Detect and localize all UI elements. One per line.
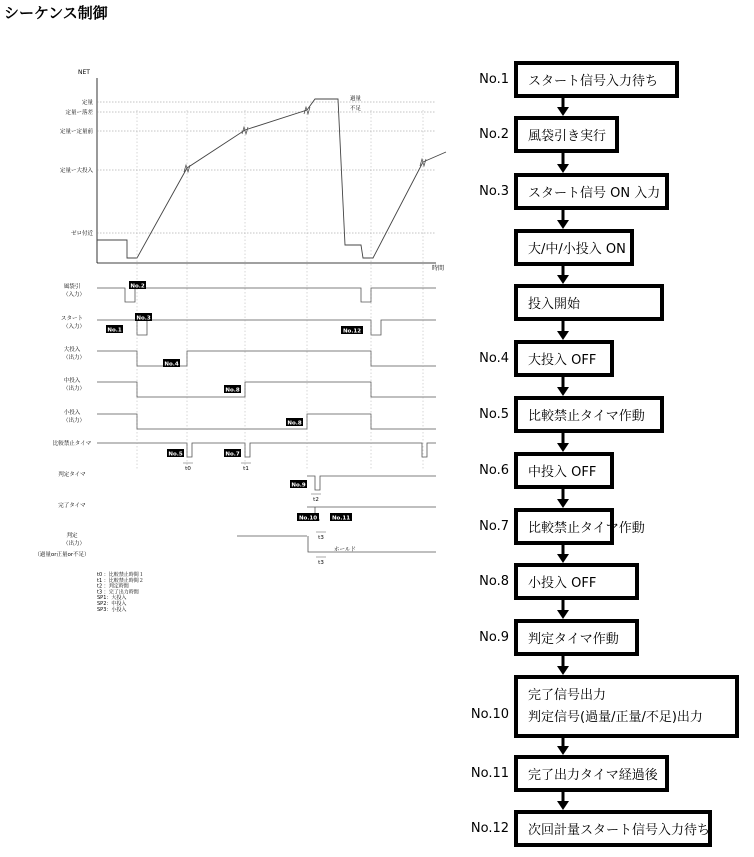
flow-step-text: 中投入 OFF <box>528 465 597 480</box>
legend-item: SP3：小投入 <box>97 606 127 613</box>
legend-item: t0 ：比較禁止時間１ <box>97 572 144 578</box>
flow-step-text: 比較禁止タイマ作動 <box>528 521 645 536</box>
interval-label: t3 <box>318 535 324 541</box>
flow-step-text: 小投入 OFF <box>528 576 597 591</box>
signal-label: 比較禁止タイマ <box>52 441 92 447</box>
signal-label: 完了タイマ <box>58 503 86 509</box>
weight-level-label: 定量 <box>81 100 93 106</box>
flow-step-number: No.9 <box>479 629 509 645</box>
signal-label: （入力） <box>62 324 86 330</box>
weight-level-label: 定量ー落差 <box>65 110 93 116</box>
step-tag-text: No.12 <box>342 328 362 335</box>
flow-step-number: No.4 <box>479 350 509 366</box>
flow-step-text: 完了信号出力 <box>528 687 607 703</box>
weight-level-label: 定量ー大投入 <box>59 168 93 174</box>
flow-step-box <box>514 173 669 210</box>
flow-step-number: No.7 <box>479 518 509 534</box>
flow-step-text: 比較禁止タイマ作動 <box>528 409 645 424</box>
flow-arrow-head <box>557 801 569 810</box>
flow-step-box <box>514 508 645 545</box>
result-label-short: 不足 <box>350 106 362 112</box>
weight-level-label: ゼロ付近 <box>70 231 93 237</box>
flow-step-box <box>514 563 639 600</box>
flow-step-box <box>514 675 739 738</box>
flow-arrow-head <box>557 610 569 619</box>
flow-step-box <box>514 340 614 377</box>
flow-step-number: No.6 <box>479 462 509 478</box>
step-tag-text: No.3 <box>136 315 151 322</box>
signal-label: 判定タイマ <box>58 472 86 478</box>
flow-arrow-head <box>557 499 569 508</box>
flow-step-text: 判定タイマ作動 <box>528 632 619 647</box>
flow-step-box <box>514 755 669 792</box>
step-tag-text: No.7 <box>225 451 240 458</box>
flow-step-number: No.3 <box>479 183 509 199</box>
flow-step-box <box>514 619 639 656</box>
flow-step-text: 風袋引き実行 <box>528 129 607 144</box>
interval-label: t1 <box>243 466 249 472</box>
flow-step-text: スタート信号入力待ち <box>528 74 659 89</box>
flow-step-text: 次回計量スタート信号入力待ち <box>528 823 711 838</box>
legend-item: t1 ：比較禁止時間２ <box>97 577 144 584</box>
signal-label: （入力） <box>62 292 86 298</box>
flow-arrow-head <box>557 331 569 340</box>
flow-step-number: No.12 <box>470 820 509 836</box>
flow-step-number: No.2 <box>479 126 509 142</box>
page-title: シーケンス制御 <box>4 4 108 22</box>
interval-label: t2 <box>313 497 319 503</box>
signal-label: 風袋引 <box>63 284 81 290</box>
flow-arrow-head <box>557 443 569 452</box>
signal-label: 中投入 <box>63 378 81 384</box>
result-label-over: 過量 <box>350 96 362 102</box>
flow-arrow-head <box>557 746 569 755</box>
signal-label: 大投入 <box>63 347 81 353</box>
legend-item: t2 ：判定時間 <box>97 583 129 590</box>
flow-step-box <box>514 810 712 847</box>
interval-label: t0 <box>185 466 191 472</box>
step-tag-text: No.2 <box>130 283 145 290</box>
flow-step-text: 大投入 OFF <box>528 353 597 368</box>
flow-step-text: スタート信号 ON 入力 <box>528 186 661 201</box>
step-tag-text: No.4 <box>164 361 179 368</box>
flow-step-box <box>514 116 619 153</box>
signal-label: 判定 <box>66 533 78 539</box>
legend-item: SP2：中投入 <box>97 601 127 607</box>
signal-label: （出力） <box>62 355 86 361</box>
flow-arrow-head <box>557 387 569 396</box>
flow-step-box <box>514 61 679 98</box>
flow-step-number: No.8 <box>479 573 509 589</box>
hold-label: ホールド <box>334 547 356 553</box>
flow-step-text: 完了出力タイマ経過後 <box>528 768 658 783</box>
flow-arrow-head <box>557 107 569 116</box>
flow-arrow-head <box>557 220 569 229</box>
step-tag-text: No.11 <box>331 515 351 522</box>
time-axis-label: 時間 <box>432 265 445 272</box>
signal-label: 小投入 <box>63 410 81 416</box>
step-tag-text: No.9 <box>291 482 306 489</box>
step-tag-text: No.1 <box>107 327 122 334</box>
flow-step-number: No.5 <box>479 406 509 422</box>
signal-label: （出力） <box>62 541 86 547</box>
flow-step-box <box>514 452 614 489</box>
step-tag-text: No.8 <box>225 387 240 394</box>
signal-label: スタート <box>60 316 84 322</box>
flow-step-text: 判定信号(過量/正量/不足)出力 <box>528 709 703 725</box>
flow-step-box <box>514 229 634 266</box>
flow-step-number: No.1 <box>479 71 509 87</box>
flow-step-number: No.11 <box>470 765 509 781</box>
legend-item: SP1：大投入 <box>97 595 127 602</box>
legend-item: t3 ：完了出力時間 <box>97 589 139 596</box>
step-tag-text: No.10 <box>298 515 318 522</box>
signal-label: （出力） <box>62 386 86 392</box>
judge-note: （過量or正量or不足） <box>34 552 90 558</box>
step-tag-text: No.5 <box>168 451 183 458</box>
flow-step-number: No.10 <box>470 706 509 722</box>
weight-level-label: 定量ー定量前 <box>59 129 93 135</box>
step-tag-text: No.8 <box>287 420 302 427</box>
flow-arrow-head <box>557 275 569 284</box>
flow-arrow-head <box>557 666 569 675</box>
signal-label: （出力） <box>62 418 86 424</box>
weight-axis-label: NET <box>78 69 90 76</box>
flow-arrow-head <box>557 554 569 563</box>
flow-step-text: 大/中/小投入 ON <box>528 242 626 257</box>
flow-step-box <box>514 396 664 433</box>
interval-label: t3 <box>318 560 324 566</box>
flow-step-text: 投入開始 <box>528 297 581 312</box>
flow-step-box <box>514 284 664 321</box>
flow-arrow-head <box>557 164 569 173</box>
